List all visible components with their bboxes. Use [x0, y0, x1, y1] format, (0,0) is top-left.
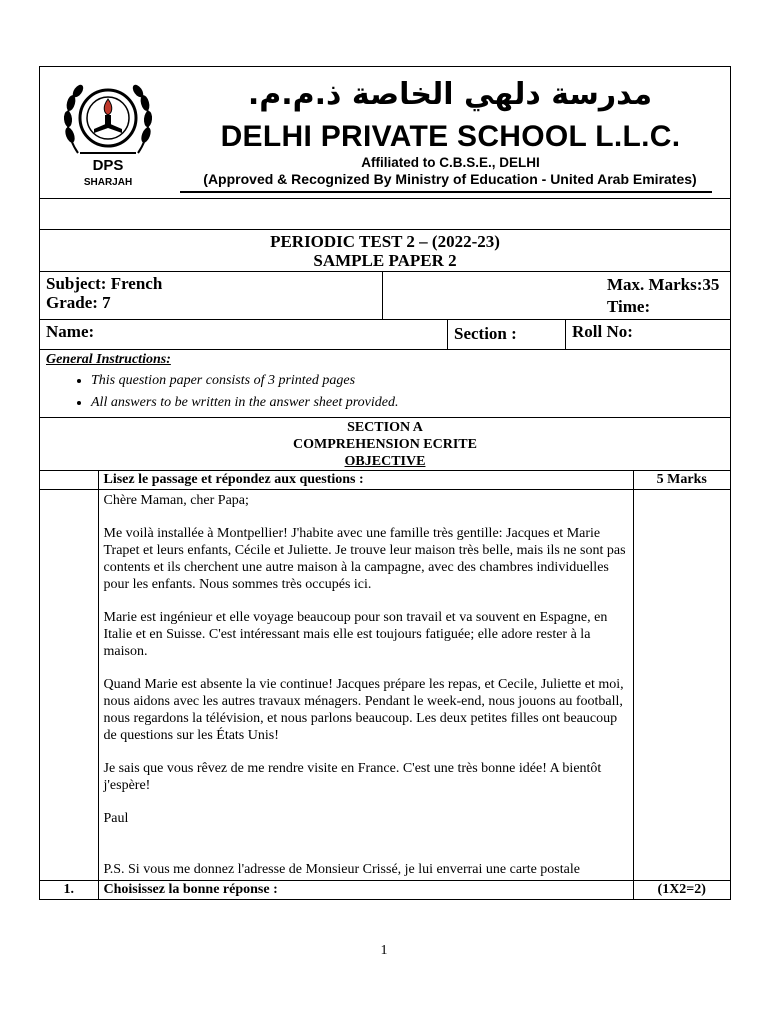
table-row — [40, 881, 730, 900]
page-number: 1 — [380, 943, 388, 958]
roll-no-field[interactable]: Roll No: — [572, 322, 633, 341]
exam-title-line2: SAMPLE PAPER 2 — [313, 251, 457, 270]
exam-title-line1: PERIODIC TEST 2 – (2022-23) — [270, 232, 500, 251]
passage-paragraph: Me voilà installée à Montpellier! J'habite avec une famille très gentille: Jacques et Marie Trapet et leurs enfants, Cécile et Juliette. Je trouve leur maison très belle, mais ils ne sont pas contents et ils cherchent une autre maison à la campagne, avec des chambres individuelles pour les enfants. Nous sommes très occupés ici. — [103, 526, 626, 592]
question-number: 1. — [40, 881, 98, 900]
header-rule — [180, 191, 712, 193]
school-header — [40, 67, 730, 199]
passage-paragraph: Chère Maman, cher Papa; — [103, 493, 249, 508]
approval-text: (Approved & Recognized By Ministry of Education - United Arab Emirates) — [203, 171, 697, 187]
affiliation-text: Affiliated to C.B.S.E., DELHI — [361, 155, 540, 170]
general-instructions — [40, 350, 730, 418]
student-info-row — [40, 320, 730, 350]
section-a-heading — [40, 418, 730, 471]
marks-cell — [633, 490, 730, 881]
instruction-item: • This question paper consists of 3 printed pages — [91, 370, 724, 392]
question-marks: (1X2=2) — [633, 881, 730, 900]
passage-instruction: Lisez le passage et répondez aux questions : — [98, 471, 633, 490]
number-cell — [40, 490, 98, 881]
time-label: Time: — [607, 297, 651, 316]
name-field[interactable]: Name: — [40, 320, 448, 349]
passage-marks: 5 Marks — [633, 471, 730, 490]
number-cell — [40, 471, 98, 490]
school-name: DELHI PRIVATE SCHOOL L.L.C. — [220, 120, 681, 153]
max-marks-label: Max. Marks:35 — [607, 275, 720, 294]
blank-row — [40, 199, 730, 230]
question-paper — [39, 66, 731, 900]
questions-table — [40, 471, 730, 899]
passage-paragraph: Marie est ingénieur et elle voyage beaucoup pour son travail et va souvent en Espagne, en Italie et en Suisse. C'est intéressant mais elle est toujours fatiguée; elle adore rester à la maison. — [103, 610, 608, 659]
exam-title — [40, 230, 730, 272]
school-crest-icon — [58, 73, 158, 191]
subject-label: Subject: French — [46, 274, 163, 293]
school-name-arabic: مدرسة دلهي الخاصة ذ.م.م. — [247, 77, 653, 112]
table-row — [40, 490, 730, 881]
svg-text:DPS: DPS — [92, 157, 124, 174]
passage-signature: Paul — [103, 811, 129, 826]
svg-text:SHARJAH: SHARJAH — [83, 177, 133, 188]
question-text: Choisissez la bonne réponse : — [98, 881, 633, 900]
passage-paragraph: Quand Marie est absente la vie continue! Jacques prépare les repas, et Cecile, Juliette et moi, nous aidons avec les autres travaux ménagers. Pendant le week-end, nous jouons au football, nous regardons la télévision, et nous parlons beaucoup. Les deux petites filles ont beaucoup de questions sur les États Unis! — [103, 677, 624, 743]
section-a-subtitle: COMPREHENSION ECRITE — [293, 437, 477, 452]
grade-label: Grade: 7 — [46, 293, 111, 312]
section-a-type: OBJECTIVE — [344, 454, 426, 469]
passage-paragraph: Je sais que vous rêvez de me rendre visite en France. C'est une très bonne idée! A bientôt j'espère! — [103, 761, 602, 793]
passage-text — [98, 490, 633, 881]
instructions-heading: General Instructions: — [46, 352, 171, 367]
section-a-label: SECTION A — [347, 420, 423, 435]
passage-postscript: P.S. Si vous me donnez l'adresse de Monsieur Crissé, je lui enverrai une carte postale — [103, 862, 580, 877]
subject-row — [40, 272, 730, 320]
table-row — [40, 471, 730, 490]
instruction-item: • All answers to be written in the answer sheet provided. — [91, 392, 724, 414]
section-field[interactable]: Section : — [448, 320, 566, 349]
